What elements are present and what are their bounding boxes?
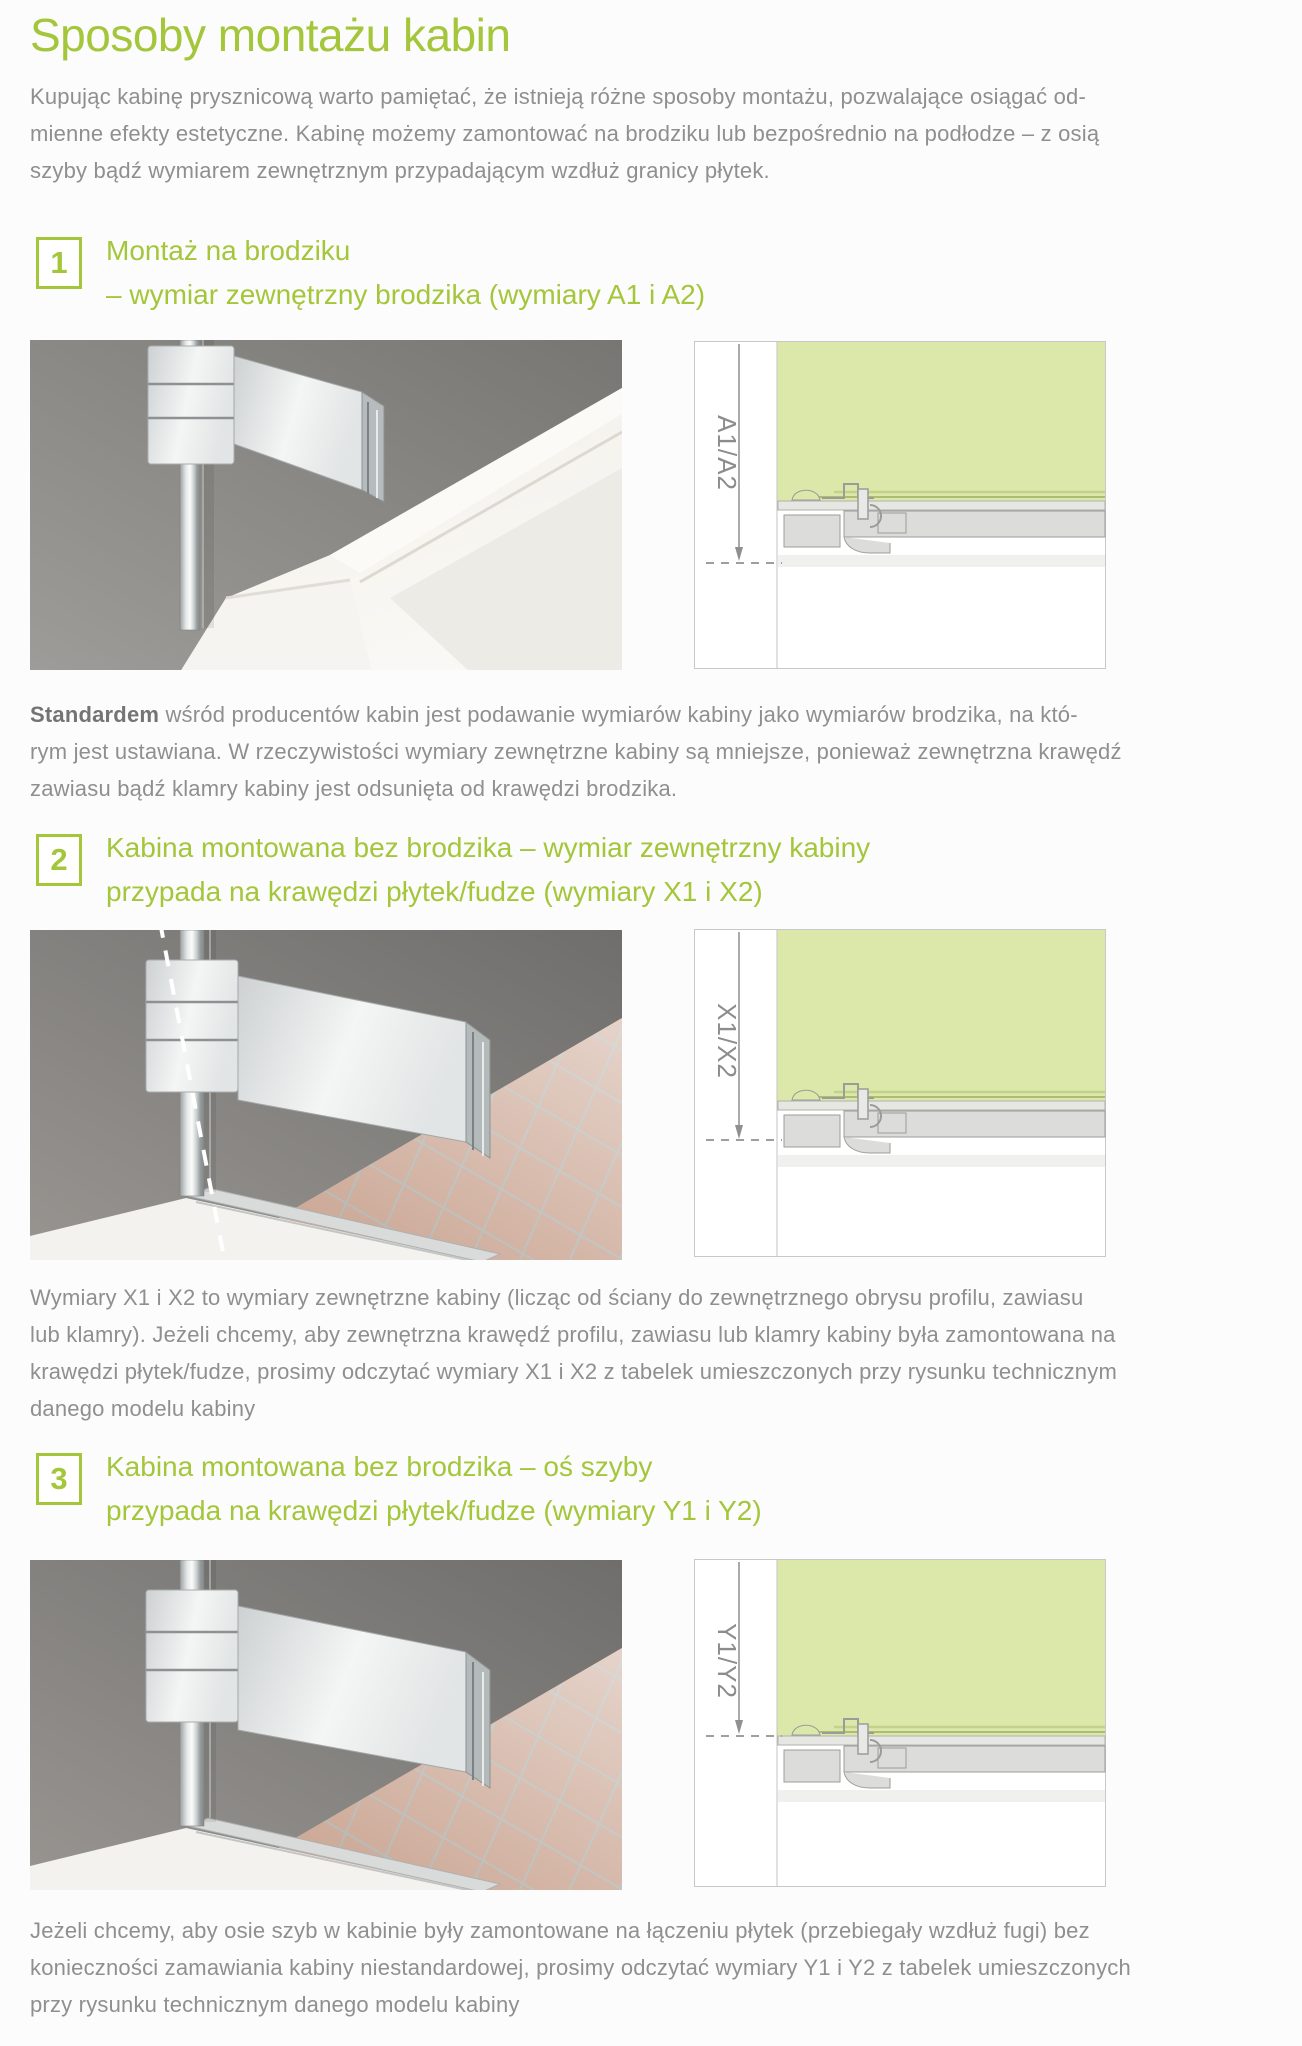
tray-notch (878, 1113, 906, 1133)
shadow-band (778, 1155, 1105, 1167)
note-line: lub klamry). Jeżeli chcemy, aby zewnętrzna krawędź profilu, zawiasu lub klamry kabiny była zamontowana na (30, 1322, 1116, 1347)
tray-edge-block (784, 1115, 840, 1147)
profile-section (858, 1724, 868, 1754)
tray-edge-block (784, 1750, 840, 1782)
dimension-label: Y1/Y2 (712, 1623, 742, 1699)
note-lead: Standardem (30, 702, 160, 727)
bracket-end-face (466, 1652, 490, 1788)
glass-panel-area (778, 930, 1106, 1101)
section-3-number: 3 (36, 1453, 82, 1505)
hinge-plate (146, 1590, 238, 1722)
profile-section (858, 489, 868, 519)
dimension-label: A1/A2 (712, 415, 742, 491)
tile-layer (778, 1101, 1105, 1110)
intro-line: szyby bądź wymiarem zewnętrznym przypadającym wzdłuż granicy płytek. (30, 158, 770, 183)
tile-layer (778, 1736, 1105, 1745)
tray-notch (878, 513, 906, 533)
intro-line: mienne efekty estetyczne. Kabinę możemy zamontować na brodziku lub bezpośrednio na podłodze – z osią (30, 121, 1100, 146)
section-3-heading-line2: przypada na krawędzi płytek/fudze (wymiary Y1 i Y2) (106, 1495, 762, 1526)
note-text: wśród producentów kabin jest podawanie wymiarów kabiny jako wymiarów brodzika, na któ- (165, 702, 1078, 727)
bracket-end-face (362, 392, 384, 502)
glass-panel-area (778, 1560, 1106, 1736)
glass-panel-area (778, 342, 1106, 501)
hinge-plate (148, 346, 234, 464)
bracket-end-face (466, 1022, 490, 1158)
tray-edge-block (784, 515, 840, 547)
hinge-plate (146, 960, 238, 1092)
note-line: zawiasu bądź klamry kabiny jest odsunięta od krawędzi brodzika. (30, 776, 678, 801)
note-line: konieczności zamawiania kabiny niestandardowej, prosimy odczytać wymiary Y1 i Y2 z tabelek umieszczonych (30, 1955, 1131, 1980)
page-title: Sposoby montażu kabin (30, 9, 511, 61)
shadow-band (778, 1790, 1105, 1802)
section-1-heading-line2: – wymiar zewnętrzny brodzika (wymiary A1 i A2) (106, 279, 706, 310)
shadow-band (778, 555, 1105, 567)
note-line (30, 702, 1078, 732)
tray-notch (878, 1748, 906, 1768)
note-line: danego modelu kabiny (30, 1396, 256, 1421)
note-line: Jeżeli chcemy, aby osie szyb w kabinie były zamontowane na łączeniu płytek (przebiegały wzdłuż fugi) bez (30, 1918, 1090, 1943)
profile-section (858, 1089, 868, 1119)
technical-diagram-X1-X2 (694, 929, 1106, 1257)
dimension-label: X1/X2 (712, 1003, 742, 1079)
photo-shower-tray-hinge (30, 340, 622, 670)
note-line: krawędzi płytek/fudze, prosimy odczytać wymiary X1 i X2 z tabelek umieszczonych przy rysunku technicznym (30, 1359, 1117, 1384)
tile-layer (778, 501, 1105, 510)
technical-diagram-A1-A2 (694, 341, 1106, 669)
section-2-heading-line1: Kabina montowana bez brodzika – wymiar zewnętrzny kabiny (106, 832, 871, 863)
section-3-heading-line1: Kabina montowana bez brodzika – oś szyby (106, 1451, 653, 1482)
section-2-heading-line2: przypada na krawędzi płytek/fudze (wymiary X1 i X2) (106, 876, 763, 907)
note-line: przy rysunku technicznym danego modelu kabiny (30, 1992, 520, 2017)
photo-tile-floor-hinge (30, 1560, 622, 1890)
note-line: Wymiary X1 i X2 to wymiary zewnętrzne kabiny (licząc od ściany do zewnętrznego obrysu profilu, zawiasu (30, 1285, 1084, 1310)
section-1-heading-line1: Montaż na brodziku (106, 235, 351, 266)
technical-diagram-Y1-Y2 (694, 1559, 1106, 1887)
photo-tile-floor-hinge-dashed (30, 930, 622, 1260)
section-2-number: 2 (36, 834, 82, 886)
note-line: rym jest ustawiana. W rzeczywistości wymiary zewnętrzne kabiny są mniejsze, ponieważ zewnętrzna krawędź (30, 739, 1122, 764)
intro-line: Kupując kabinę prysznicową warto pamiętać, że istnieją różne sposoby montażu, pozwalające osiągać od- (30, 84, 1086, 109)
section-1-number: 1 (36, 237, 82, 289)
